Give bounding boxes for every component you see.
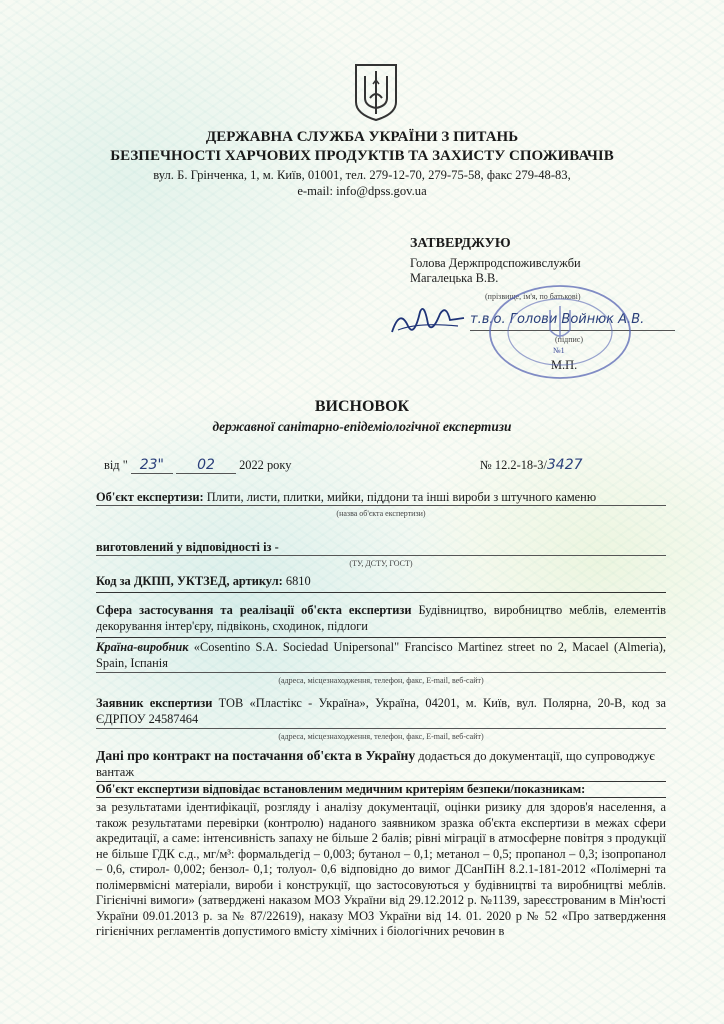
applicant-row xyxy=(96,696,666,727)
country-line xyxy=(96,672,666,673)
code-value: 6810 xyxy=(285,574,311,588)
stamp-number: №1 xyxy=(553,346,565,355)
object-value: Плити, листи, плитки, мийки, піддони та інші вироби з штучного каменю xyxy=(206,490,597,504)
contract-value: додається до документації, що супроводжує вантаж xyxy=(96,749,655,779)
signature-hint: (підпис) xyxy=(555,335,584,344)
approver-name-hint: (прізвище, ім'я, по батькові) xyxy=(485,292,581,301)
org-email: e-mail: info@dpss.gov.ua xyxy=(297,184,427,198)
scope-row xyxy=(96,603,666,634)
doc-number-handwritten: 3427 xyxy=(546,457,583,473)
applicant-label: Заявник експертизи xyxy=(96,696,213,710)
criteria-heading: Об'єкт експертизи відповідає встановленим медичним критеріям безпеки/показникам: xyxy=(96,782,586,796)
official-stamp-icon xyxy=(485,282,635,382)
code-row xyxy=(96,574,311,590)
date-year: 2022 року xyxy=(239,458,292,472)
document-title: ВИСНОВОК xyxy=(314,398,410,415)
org-title-line2: БЕЗПЕЧНОСТІ ХАРЧОВИХ ПРОДУКТІВ ТА ЗАХИСТУ СПОЖИВАЧІВ xyxy=(110,148,614,164)
divider xyxy=(96,592,666,593)
stamp-place-label: М.П. xyxy=(551,358,578,372)
code-label: Код за ДКПП, УКТЗЕД, артикул: xyxy=(96,574,283,588)
divider xyxy=(96,797,666,798)
divider xyxy=(96,637,666,638)
country-label: Країна-виробник xyxy=(96,640,189,654)
applicant-value: ТОВ «Пластікс - Україна», Україна, 04201, м. Київ, вул. Полярна, 20-В, код за ЄДРПОУ 24587464 xyxy=(96,696,666,726)
applicant-line xyxy=(96,728,666,729)
org-contacts xyxy=(60,167,664,199)
manufactured-line xyxy=(96,555,666,556)
trident-emblem-icon xyxy=(353,62,399,122)
country-row xyxy=(96,640,666,671)
doc-number-row xyxy=(480,457,583,473)
org-title-line1: ДЕРЖАВНА СЛУЖБА УКРАЇНИ З ПИТАНЬ xyxy=(205,129,519,145)
date-month: 02 xyxy=(176,457,236,474)
object-label: Об'єкт експертизи: xyxy=(96,490,204,504)
approve-heading: ЗАТВЕРДЖУЮ xyxy=(410,236,511,251)
contract-label: Дані про контракт на постачання об'єкта в Україну xyxy=(96,748,416,763)
org-title xyxy=(60,128,664,166)
country-hint: (адреса, місцезнаходження, телефон, факс, E-mail, веб-сайт) xyxy=(278,676,484,685)
date-row xyxy=(104,457,291,474)
scope-label: Сфера застосування та реалізації об'єкта експертизи xyxy=(96,603,412,617)
manufactured-hint: (ТУ, ДСТУ, ГОСТ) xyxy=(349,559,413,568)
object-row xyxy=(96,490,666,506)
country-value: «Cosentino S.A. Sociedad Unipersonal" Francisco Martinez street no 2, Macael (Almeria), Spain, Іспанія xyxy=(96,640,666,670)
object-hint: (назва об'єкта експертизи) xyxy=(336,509,426,518)
contract-row xyxy=(96,748,666,780)
date-prefix: від " xyxy=(104,458,128,472)
applicant-hint: (адреса, місцезнаходження, телефон, факс, E-mail, веб-сайт) xyxy=(278,732,484,741)
approver-position: Голова Держпродспоживслужби xyxy=(410,256,581,270)
org-address: вул. Б. Грінченка, 1, м. Київ, 01001, тел. 279-12-70, 279-75-58, факс 279-48-83, xyxy=(153,168,571,182)
scope-value: Будівництво, виробництво меблів, елементів декорування інтер'єру, підвіконь, сходинок, підлоги xyxy=(96,603,666,633)
signature-graphic xyxy=(388,300,468,340)
doc-number-prefix: № 12.2-18-3/ xyxy=(480,458,547,472)
handwritten-approver: т.в.о. Голови Войнюк А.В. xyxy=(470,312,645,327)
manufactured-label: виготовлений у відповідності із - xyxy=(96,540,279,554)
object-line xyxy=(96,505,666,506)
criteria-body: за результатами ідентифікації, розгляду і аналізу документації, оцінки ризику для здоров'я населення, а також результатами перевірки (контролю) наданого заявником зразка об'єкта експертизи в межах сфери акредитації, а саме: інтенсивність запаху не більше 2 балів; рівні міграції в атмосферне повітря з продукції не більше ГДК с.д., мг/м³: формальдегід – 0,003; бутанол – 0,1; метанол – 0,5; пропанол – 0,3; ізопропанол – 0,6, стирол- 0,002; бензол- 0,1; толуол- 0,6 відповідно до вимог ДСанПіН 8.2.1-181-2012 «Полімерні та полімервмісні матеріали, вироби і конструкції, що застосовуються у будівництві та виробництві меблів. Гігієнічні вимоги» (затверджені наказом МОЗ України від 29.12.2012 р. №1139, зареєстрованим в Мін'юсті України 09.01.2013 р. за № 87/22619), наказу МОЗ України від 14. 01. 2020 р № 52 «Про затвердження гігієнічних регламентів допустимого вмісту хімічних і біологічних речовин в xyxy=(96,800,666,938)
document-subtitle: державної санітарно-епідеміологічної експертизи xyxy=(212,419,512,434)
approver-name: Магалецька В.В. xyxy=(410,271,499,285)
date-day: 23" xyxy=(131,457,173,474)
